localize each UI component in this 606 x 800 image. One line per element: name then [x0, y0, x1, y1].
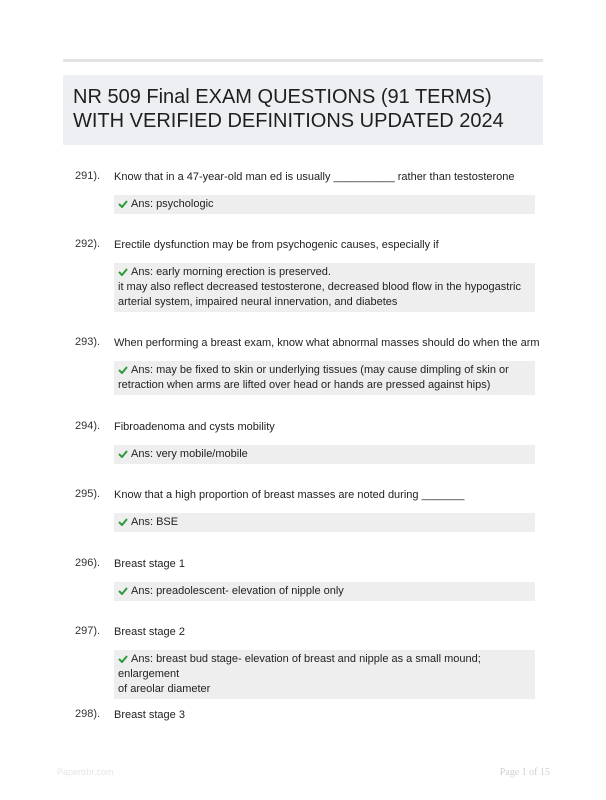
answer-text: retraction when arms are lifted over head or hands are pressed against hips) — [118, 379, 491, 391]
answer-text: Ans: very mobile/mobile — [131, 448, 248, 460]
question-text: Breast stage 2 — [114, 626, 185, 638]
question-text: Breast stage 1 — [114, 558, 185, 570]
question-number: 293). — [75, 336, 101, 348]
answer-box — [114, 445, 535, 464]
answer-text: of areolar diameter — [118, 683, 211, 695]
document-title — [73, 85, 535, 133]
question-number: 294). — [75, 420, 101, 432]
answer-text: Ans: early morning erection is preserved. — [131, 266, 331, 278]
question-text: Fibroadenoma and cysts mobility — [114, 421, 275, 433]
answer-text: Ans: may be fixed to skin or underlying tissues (may cause dimpling of skin or — [131, 364, 509, 376]
question-text: Know that in a 47-year-old man ed is usually __________ rather than testosterone — [114, 171, 515, 183]
title-line-1: NR 509 Final EXAM QUESTIONS (91 TERMS) — [73, 86, 492, 108]
answer-box — [114, 195, 535, 214]
check-icon — [118, 200, 128, 208]
answer-box — [114, 263, 535, 312]
check-icon — [118, 518, 128, 526]
check-icon — [118, 450, 128, 458]
question-text: When performing a breast exam, know what abnormal masses should do when the arm — [114, 337, 540, 349]
check-icon — [118, 268, 128, 276]
answer-text: Ans: breast bud stage- elevation of breast and nipple as a small mound; enlargement — [118, 653, 481, 680]
question-number: 291). — [75, 170, 101, 182]
check-icon — [118, 366, 128, 374]
answer-box — [114, 513, 535, 532]
question-number: 298). — [75, 708, 101, 720]
title-line-2: WITH VERIFIED DEFINITIONS UPDATED 2024 — [73, 110, 504, 132]
check-icon — [118, 655, 128, 663]
answer-box — [114, 361, 535, 395]
question-number: 292). — [75, 238, 101, 250]
question-text: Know that a high proportion of breast masses are noted during _______ — [114, 489, 465, 501]
question-number: 295). — [75, 488, 101, 500]
answer-box — [114, 582, 535, 601]
footer-page-number: Page 1 of 15 — [499, 767, 550, 778]
question-number: 296). — [75, 557, 101, 569]
answer-text: Ans: preadolescent- elevation of nipple only — [131, 585, 344, 597]
answer-box — [114, 650, 535, 699]
footer-site-watermark: Papertrbr.com — [57, 767, 114, 777]
question-number: 297). — [75, 625, 101, 637]
top-rule — [63, 59, 543, 62]
answer-text: Ans: BSE — [131, 516, 179, 528]
answer-text: arterial system, impaired neural innervation, and diabetes — [118, 296, 398, 308]
question-text: Breast stage 3 — [114, 709, 185, 721]
answer-text: Ans: psychologic — [131, 198, 214, 210]
check-icon — [118, 587, 128, 595]
answer-text: it may also reflect decreased testosterone, decreased blood flow in the hypogastric — [118, 281, 521, 293]
question-text: Erectile dysfunction may be from psychogenic causes, especially if — [114, 239, 439, 251]
document-title-box — [63, 75, 543, 145]
